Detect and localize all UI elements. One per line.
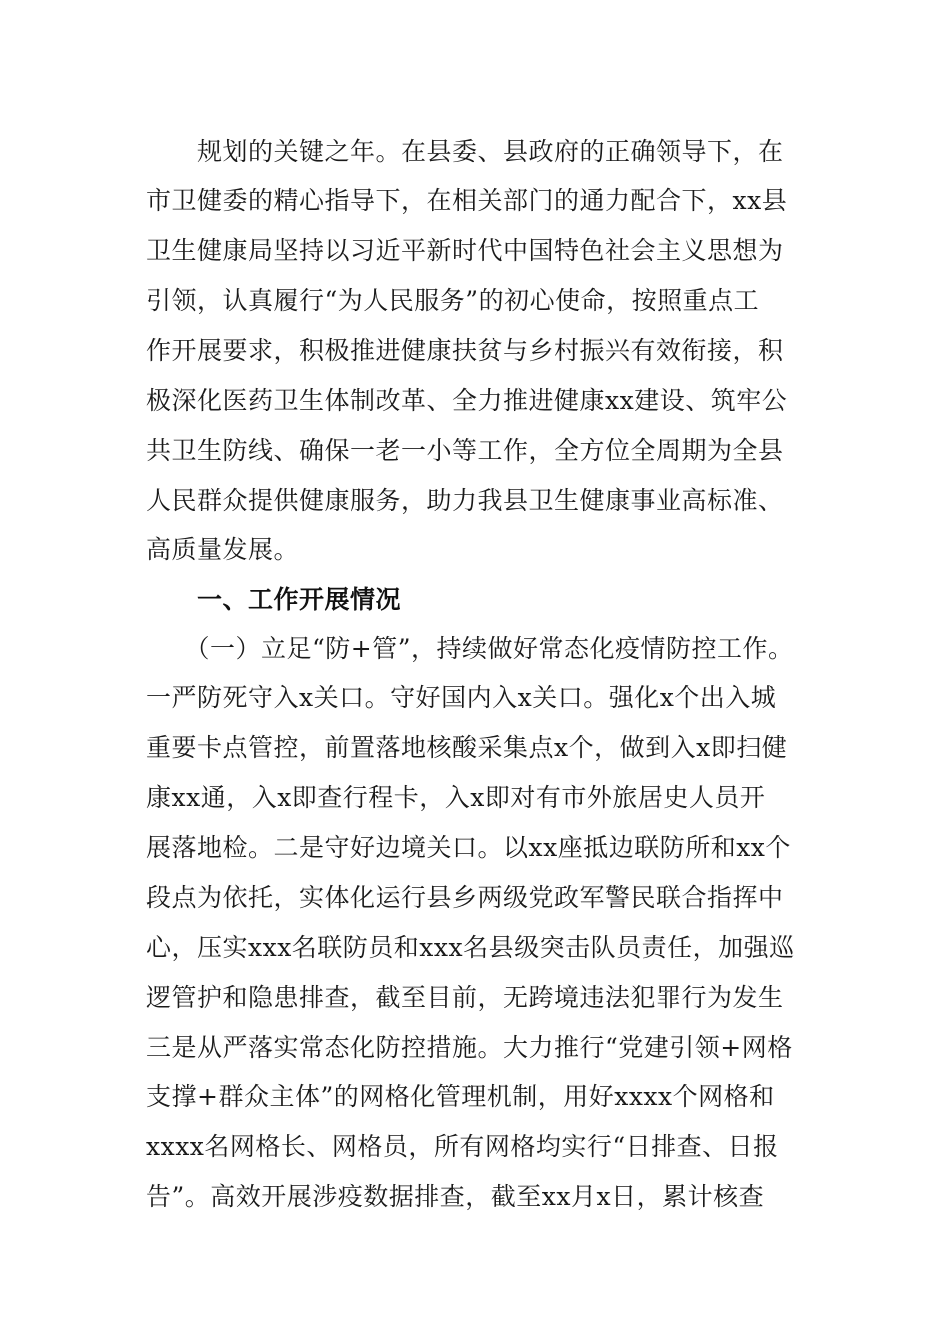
paragraph-line: xxxx名网格长、网格员，所有网格均实行“日排查、日报 bbox=[146, 1132, 779, 1161]
paragraph-line: 高质量发展。 bbox=[146, 535, 300, 564]
paragraph-line: （一）立足“防+管”，持续做好常态化疫情防控工作。 bbox=[146, 634, 794, 663]
paragraph-line: 作开展要求，积极推进健康扶贫与乡村振兴有效衔接，积 bbox=[146, 336, 784, 365]
paragraph-line: 心，压实xxx名联防员和xxx名县级突击队员责任，加强巡 bbox=[146, 933, 795, 962]
paragraph-line: 卫生健康局坚持以习近平新时代中国特色社会主义思想为 bbox=[146, 236, 784, 265]
paragraph-line: 一严防死守入x关口。守好国内入x关口。强化x个出入城 bbox=[146, 683, 777, 712]
paragraph-line: 极深化医药卫生体制改革、全力推进健康xx建设、筑牢公 bbox=[146, 386, 788, 415]
paragraph-line: 人民群众提供健康服务，助力我县卫生健康事业高标准、 bbox=[146, 486, 784, 515]
paragraph-line: 市卫健委的精心指导下，在相关部门的通力配合下，xx县 bbox=[146, 186, 788, 215]
paragraph-line: 共卫生防线、确保一老一小等工作，全方位全周期为全县 bbox=[146, 436, 784, 465]
paragraph-line: 引领，认真履行“为人民服务”的初心使命，按照重点工 bbox=[146, 286, 760, 315]
paragraph-line: 告”。高效开展涉疫数据排查，截至xx月x日，累计核查 bbox=[146, 1182, 765, 1211]
paragraph-line: 展落地检。二是守好边境关口。以xx座抵边联防所和xx个 bbox=[146, 833, 791, 862]
paragraph-line: 段点为依托，实体化运行县乡两级党政军警民联合指挥中 bbox=[146, 883, 784, 912]
paragraph-line: 重要卡点管控，前置落地核酸采集点x个，做到入x即扫健 bbox=[146, 733, 788, 762]
paragraph-line: 规划的关键之年。在县委、县政府的正确领导下，在 bbox=[146, 137, 784, 166]
paragraph-line: 支撑+群众主体”的网格化管理机制，用好xxxx个网格和 bbox=[146, 1082, 775, 1111]
paragraph-line: 康xx通，入x即查行程卡，入x即对有市外旅居史人员开 bbox=[146, 783, 766, 812]
paragraph-line: 三是从严落实常态化防控措施。大力推行“党建引领+网格 bbox=[146, 1033, 793, 1062]
section-heading: 一、工作开展情况 bbox=[146, 585, 402, 614]
paragraph-line: 逻管护和隐患排查，截至目前，无跨境违法犯罪行为发生 bbox=[146, 983, 784, 1012]
